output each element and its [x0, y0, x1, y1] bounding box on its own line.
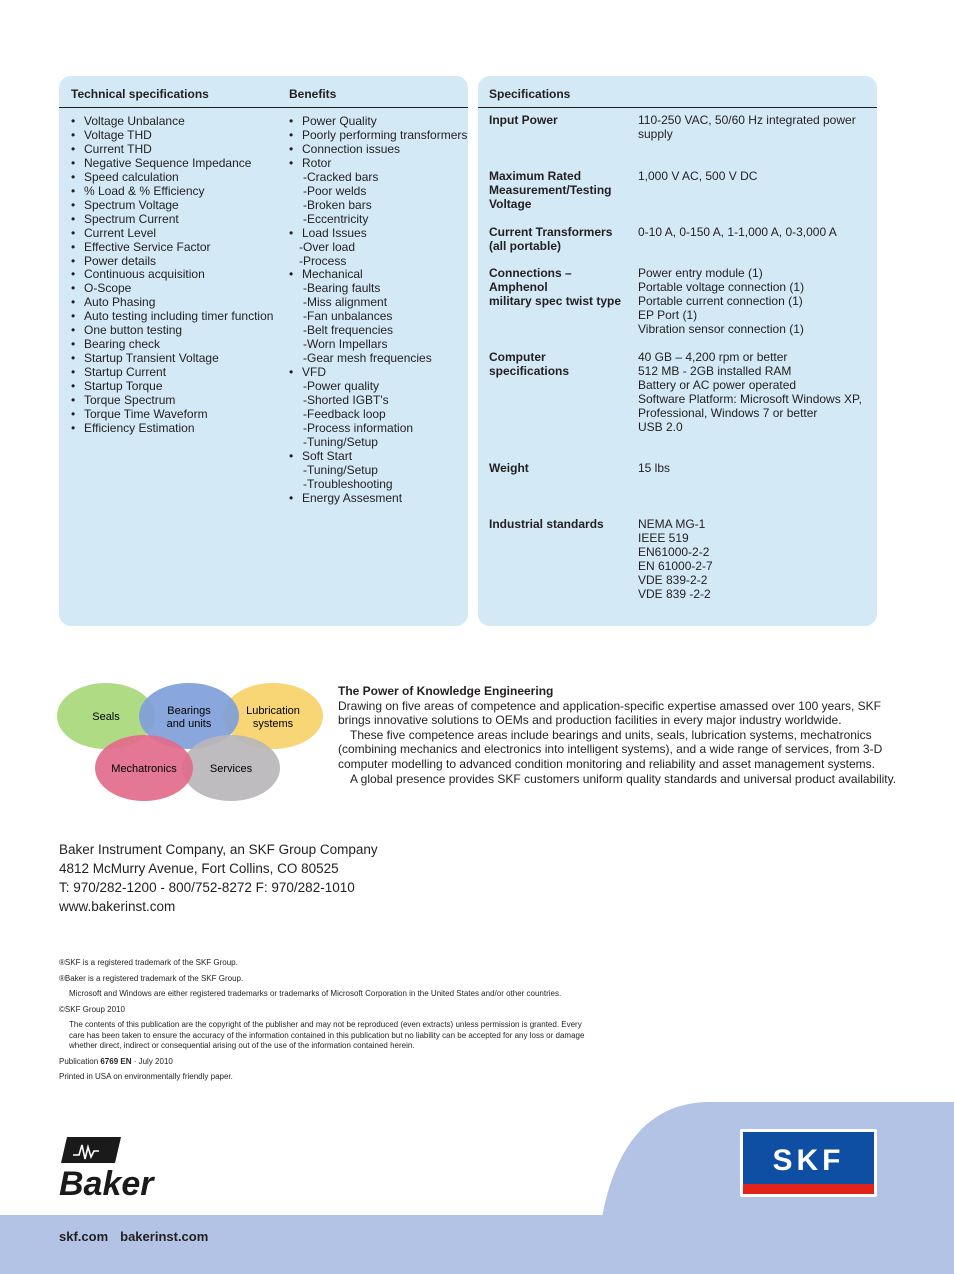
spec-value [638, 226, 868, 240]
venn-label-seals: Seals [92, 711, 120, 723]
tech-spec-item: • Startup Current [71, 366, 273, 380]
knowledge-title: The Power of Knowledge Engineering [338, 684, 554, 698]
technical-specs-panel [59, 76, 468, 626]
benefit-subitem: -Cracked bars [303, 169, 379, 184]
spec-value-line: EP Port (1) [638, 307, 698, 322]
spec-value [638, 170, 868, 184]
tech-spec-item: • Auto Phasing [71, 296, 273, 310]
publication-date: · July 2010 [131, 1056, 173, 1066]
spec-value-line: 40 GB – 4,200 rpm or better [638, 350, 788, 364]
benefit-subitem: -Gear mesh frequencies [303, 351, 432, 366]
tech-spec-item: • Efficiency Estimation [71, 422, 273, 436]
spec-value-line: 512 MB - 2GB installed RAM [638, 363, 792, 378]
benefit-subitem: -Bearing faults [303, 281, 381, 296]
spec-label [489, 170, 629, 212]
spec-value [638, 462, 868, 476]
panel-header-rule [59, 76, 468, 108]
legal-notices [59, 958, 589, 1088]
benefit-item: • VFD [289, 366, 467, 380]
spec-value [638, 351, 868, 435]
spec-label-line: Maximum Rated [489, 169, 582, 183]
publication-prefix: Publication [59, 1056, 101, 1066]
spec-value-line: EN 61000-2-7 [638, 558, 713, 573]
benefit-subitem: -Troubleshooting [303, 476, 393, 491]
knowledge-engineering-section [338, 684, 898, 786]
benefits-heading: Benefits [289, 87, 337, 101]
skf-logo-text: SKF [772, 1144, 845, 1177]
legal-publication [59, 1057, 589, 1068]
spec-label [489, 267, 629, 309]
spec-label-line: Input Power [489, 113, 558, 127]
spec-value-line: VDE 839 -2-2 [638, 586, 711, 601]
tech-spec-item: • Auto testing including timer function [71, 310, 273, 324]
address-street: 4812 McMurry Avenue, Fort Collins, CO 80525 [59, 861, 339, 876]
benefits-list [289, 115, 467, 506]
tech-spec-item: • Power details [71, 255, 273, 269]
venn-label-lubrication-2: systems [252, 718, 294, 730]
benefit-subitem: -Fan unbalances [303, 309, 393, 324]
tech-spec-item: • Spectrum Current [71, 213, 273, 227]
venn-label-bearings-1: Bearings [167, 705, 211, 717]
address-phone: T: 970/282-1200 - 800/752-8272 F: 970/282-1010 [59, 880, 355, 895]
benefit-item: • Energy Assesment [289, 492, 467, 506]
tech-spec-item: • Negative Sequence Impedance [71, 157, 273, 171]
spec-value-line: Vibration sensor connection (1) [638, 321, 804, 336]
tech-spec-item: • Effective Service Factor [71, 241, 273, 255]
address-company: Baker Instrument Company, an SKF Group Company [59, 842, 378, 857]
venn-label-services: Services [209, 763, 253, 775]
spec-value [638, 518, 868, 602]
benefit-subitem: -Over load [299, 239, 356, 254]
benefit-subitem: -Poor welds [303, 183, 367, 198]
benefit-subitem: -Miss alignment [303, 295, 388, 310]
skf-logo [740, 1129, 877, 1197]
benefit-item: • Connection issues [289, 143, 467, 157]
tech-specs-list [71, 115, 273, 436]
spec-label-line: Connections – Amphenol [489, 266, 572, 294]
footer-band [0, 1215, 954, 1274]
spec-label [489, 114, 629, 128]
legal-skf-trademark: ®SKF is a registered trademark of the SKF Group. [59, 958, 238, 967]
spec-value-line: Software Platform: Microsoft Windows XP, [638, 391, 862, 406]
spec-label [489, 518, 629, 532]
spec-label-line: Current Transformers [489, 225, 613, 239]
benefit-subitem: -Feedback loop [303, 407, 386, 422]
spec-label-line: military spec twist type [489, 293, 622, 308]
tech-spec-item: • Voltage Unbalance [71, 115, 273, 129]
tech-spec-item: • Bearing check [71, 338, 273, 352]
tech-spec-item: • % Load & % Efficiency [71, 185, 273, 199]
tech-spec-item: • One button testing [71, 324, 273, 338]
tech-spec-item: • Torque Spectrum [71, 394, 273, 408]
tech-spec-item: • Current Level [71, 227, 273, 241]
benefit-item: • Poorly performing transformers [289, 129, 467, 143]
legal-baker-trademark: ®Baker is a registered trademark of the SKF Group. [59, 973, 244, 983]
benefit-subitem: -Eccentricity [303, 211, 369, 226]
tech-spec-item: • Startup Transient Voltage [71, 352, 273, 366]
benefit-subitem: -Tuning/Setup [303, 462, 378, 477]
legal-copyright-notice: The contents of this publication are the copyright of the publisher and may not be reproduced (even extracts) unless permission is granted. Every care has been taken to ensure the accuracy of the information contained in this publication but no liability can be accepted for any loss or damage whether direct, indirect or consequential arising out of the use of the information contained herein. [69, 1020, 585, 1050]
benefit-subitem: -Process [299, 253, 347, 268]
spec-value-line: Portable voltage connection (1) [638, 279, 805, 294]
legal-printed: Printed in USA on environmentally friendly paper. [59, 1072, 233, 1081]
legal-copyright: ©SKF Group 2010 [59, 1004, 125, 1014]
spec-value-line: Battery or AC power operated [638, 377, 797, 392]
spec-value [638, 267, 868, 337]
spec-label [489, 351, 629, 379]
knowledge-paragraph-2: These five competence areas include bearings and units, seals, lubrication systems, mechatronics (combining mechanics and electronics into intelligent systems), and a wide range of services, from 3-D computer modelling to advanced condition monitoring and reliability and asset management systems. [338, 727, 883, 771]
venn-label-bearings-2: and units [166, 718, 212, 730]
benefit-item: • Power Quality [289, 115, 467, 129]
baker-logo [57, 1135, 192, 1198]
footer-link-baker[interactable]: bakerinst.com [120, 1229, 209, 1244]
company-address [59, 840, 378, 916]
panel-header-rule [478, 76, 877, 108]
spec-label [489, 226, 629, 254]
benefit-item: • Soft Start [289, 450, 467, 464]
spec-value-line: VDE 839-2-2 [638, 572, 708, 587]
spec-value-line: Professional, Windows 7 or better [638, 405, 818, 420]
specifications-panel [478, 76, 877, 626]
publication-number: 6769 EN [100, 1056, 132, 1066]
spec-value-line: supply [638, 126, 673, 141]
spec-value-line: 0-10 A, 0-150 A, 1-1,000 A, 0-3,000 A [638, 225, 837, 239]
venn-label-lubrication-1: Lubrication [246, 705, 300, 717]
tech-spec-item: • Current THD [71, 143, 273, 157]
knowledge-paragraph-1: Drawing on five areas of competence and application-specific expertise amassed over 100 years, SKF brings innovative solutions to OEMs and production facilities in every major industry worldwide. [338, 698, 881, 728]
venn-label-mechatronics: Mechatronics [111, 763, 177, 775]
address-website[interactable]: www.bakerinst.com [59, 899, 176, 914]
spec-label [489, 462, 629, 476]
benefit-subitem: -Power quality [303, 379, 380, 394]
tech-spec-item: • Continuous acquisition [71, 268, 273, 282]
baker-logo-text: Baker [59, 1165, 154, 1198]
spec-value-line: Portable current connection (1) [638, 293, 803, 308]
specifications-heading: Specifications [489, 87, 571, 101]
spec-label-line: (all portable) [489, 238, 562, 253]
spec-value-line: EN61000-2-2 [638, 544, 710, 559]
spec-value-line: 110-250 VAC, 50/60 Hz integrated power [638, 113, 856, 127]
footer-link-skf[interactable]: skf.com [59, 1229, 109, 1244]
tech-spec-item: • Speed calculation [71, 171, 273, 185]
competence-venn-diagram [55, 676, 325, 806]
spec-value-line: IEEE 519 [638, 530, 689, 545]
tech-spec-item: • Voltage THD [71, 129, 273, 143]
tech-spec-item: • O-Scope [71, 282, 273, 296]
benefit-subitem: -Process information [303, 420, 414, 435]
legal-microsoft-trademark: Microsoft and Windows are either registered trademarks or trademarks of Microsoft Corporation in the United States and/or other countries. [69, 989, 562, 998]
benefit-subitem: -Shorted IGBT's [303, 393, 389, 408]
benefit-subitem: -Belt frequencies [303, 323, 394, 338]
spec-label-line: Weight [489, 461, 529, 475]
spec-label-line: Computer specifications [489, 350, 570, 378]
tech-specs-heading: Technical specifications [71, 87, 209, 101]
benefit-item: • Mechanical [289, 268, 467, 282]
spec-value [638, 114, 868, 142]
benefit-subitem: -Worn Impellars [303, 337, 388, 352]
benefit-subitem: -Broken bars [303, 197, 372, 212]
spec-label-line: Industrial standards [489, 517, 604, 531]
tech-spec-item: • Torque Time Waveform [71, 408, 273, 422]
tech-spec-item: • Startup Torque [71, 380, 273, 394]
knowledge-paragraph-3: A global presence provides SKF customers uniform quality standards and universal product availability. [350, 771, 897, 786]
spec-value-line: 15 lbs [638, 461, 671, 475]
spec-value-line: Power entry module (1) [638, 266, 763, 280]
spec-value-line: NEMA MG-1 [638, 517, 706, 531]
footer-links [59, 1229, 220, 1244]
benefit-item: • Load Issues [289, 227, 467, 241]
tech-spec-item: • Spectrum Voltage [71, 199, 273, 213]
benefit-item: • Rotor [289, 157, 467, 171]
benefit-subitem: -Tuning/Setup [303, 434, 378, 449]
spec-label-line: Measurement/Testing [489, 182, 612, 197]
spec-value-line: USB 2.0 [638, 419, 683, 434]
spec-label-line: Voltage [489, 196, 532, 211]
spec-value-line: 1,000 V AC, 500 V DC [638, 169, 758, 183]
